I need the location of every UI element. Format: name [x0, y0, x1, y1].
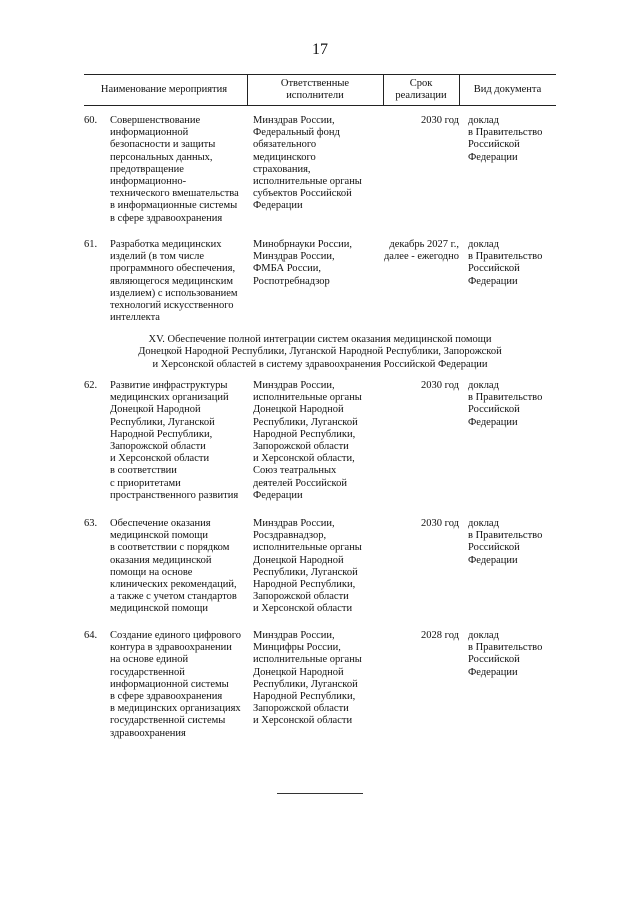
header-name: Наименование мероприятия	[100, 84, 228, 95]
responsible: Минобрнауки России, Минздрав России, ФМБА России, Роспотребнадзор	[253, 239, 353, 287]
header-doc: Вид документа	[473, 84, 542, 95]
row-number: 60.	[84, 115, 98, 126]
row-number: 63.	[84, 518, 98, 529]
section-title: XV. Обеспечение полной интеграции систем оказания медицинской помощи Донецкой Народной Республики, Луганской Народной Республики, Запорожской и Херсонской областей в систему здравоохранения Российской Федерации	[138, 334, 502, 370]
document-type: доклад в Правительство Российской Федерации	[468, 380, 543, 428]
activity-name: Обеспечение оказания медицинской помощи в соответствии с порядком оказания медицинской помощи на основе клинических рекомендаций, а также с учетом стандартов медицинской помощи	[110, 518, 237, 615]
header-term: Срок реализации	[395, 78, 447, 101]
term: декабрь 2027 г., далее - ежегодно	[383, 239, 459, 263]
term: 2030 год	[421, 380, 459, 391]
term: 2030 год	[421, 115, 459, 126]
activity-name: Создание единого цифрового контура в здравоохранении на основе единой государственной информационной системы в сфере здравоохранения в медицинских организациях государственной системы здравоохранения	[110, 630, 241, 739]
activity-name: Развитие инфраструктуры медицинских организаций Донецкой Народной Республики, Луганской Народной Республики, Запорожской области и Херсонской области в соответствии с приоритетами пространственного развития	[110, 380, 239, 501]
responsible: Минздрав России, Федеральный фонд обязательного медицинского страхования, исполнительные органы субъектов Российской Федерации	[253, 115, 362, 212]
document-type: доклад в Правительство Российской Федерации	[468, 239, 543, 287]
term: 2030 год	[421, 518, 459, 529]
document-type: доклад в Правительство Российской Федерации	[468, 115, 543, 163]
header-responsible: Ответственные исполнители	[280, 78, 350, 101]
page-number: 17	[312, 41, 328, 58]
responsible: Минздрав России, Росздравнадзор, исполнительные органы Донецкой Народной Республики, Луганской Народной Республики, Запорожской области и Херсонской области	[253, 518, 362, 615]
row-number: 61.	[84, 239, 98, 250]
activity-name: Разработка медицинских изделий (в том числе программного обеспечения, являющегося медицинским изделием) с использованием технологий искусственного интеллекта	[110, 239, 238, 324]
term: 2028 год	[421, 630, 459, 641]
activity-name: Совершенствование информационной безопасности и защиты персональных данных, предотвращение информационно- технического вмешательства в информационные системы в сфере здравоохранения	[110, 115, 239, 224]
document-type: доклад в Правительство Российской Федерации	[468, 630, 543, 678]
responsible: Минздрав России, Минцифры России, исполнительные органы Донецкой Народной Республики, Луганской Народной Республики, Запорожской области и Херсонской области	[253, 630, 362, 727]
responsible: Минздрав России, исполнительные органы Донецкой Народной Республики, Луганской Народной Республики, Запорожской области и Херсонской области, Союз театральных деятелей Российской Федерации	[253, 380, 362, 501]
bottom-divider	[277, 793, 363, 794]
row-number: 64.	[84, 630, 98, 641]
document-type: доклад в Правительство Российской Федерации	[468, 518, 543, 566]
row-number: 62.	[84, 380, 98, 391]
table-header	[84, 74, 556, 106]
